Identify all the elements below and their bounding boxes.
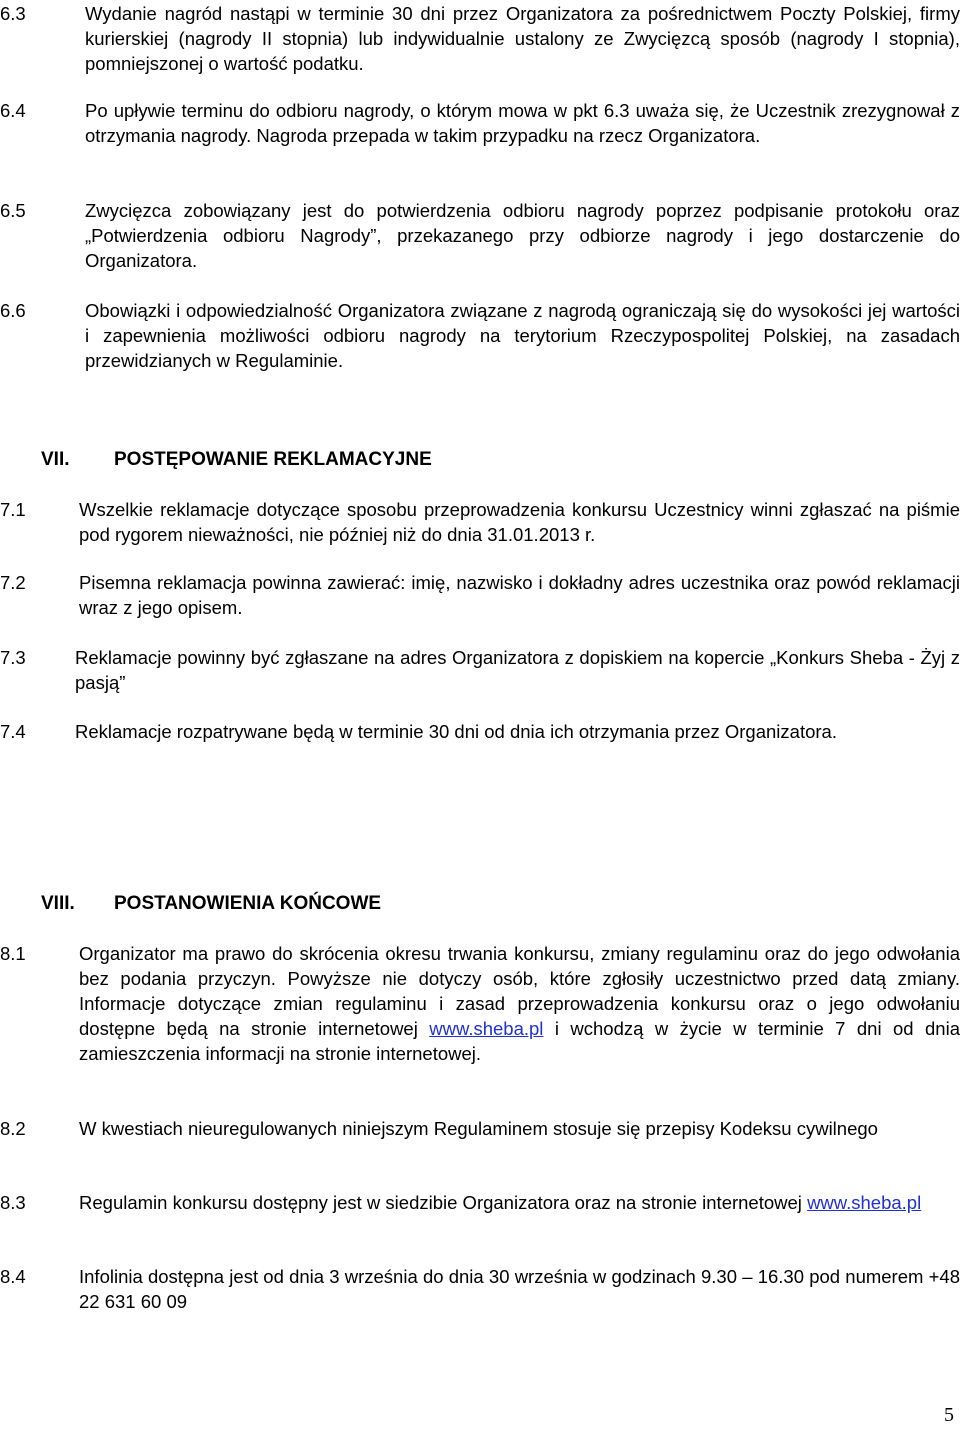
clause-text: W kwestiach nieuregulowanych niniejszym Regulaminem stosuje się przepisy Kodeksu cywilnego: [79, 1118, 878, 1139]
clause-text: Wszelkie reklamacje dotyczące sposobu przeprowadzenia konkursu Uczestnicy winni zgłaszać na piśmie pod rygorem nieważności, nie później niż do dnia 31.01.2013 r.: [79, 499, 960, 545]
clause-text: Reklamacje powinny być zgłaszane na adres Organizatora z dopiskiem na kopercie „Konkurs Sheba - Żyj z pasją”: [75, 647, 960, 693]
clause-number: 8.3: [0, 1192, 26, 1213]
section-title: POSTĘPOWANIE REKLAMACYJNE: [114, 449, 432, 470]
clause-text: Wydanie nagród nastąpi w terminie 30 dni przez Organizatora za pośrednictwem Poczty Polskiej, firmy kurierskiej (nagrody II stopnia) lub indywidualnie ustalony ze Zwycięzcą sposób (nagrody I stopnia), pomniejszonej o wartość podatku.: [85, 3, 960, 74]
clause-number: 8.1: [0, 943, 26, 964]
clause-number: 6.5: [0, 200, 26, 221]
clause-number: 7.1: [0, 499, 26, 520]
clause-text-after-link: i wchodzą w życie w terminie 7 dni od dnia zamieszczenia informacji na stronie internetowej.: [79, 1018, 960, 1064]
clause-text-before-link: Organizator ma prawo do skrócenia okresu trwania konkursu, zmiany regulaminu oraz do jego odwołania bez podania przyczyn. Powyższe nie dotyczy osób, które zgłosiły uczestnictwo przed datą zmiany. Informacje dotyczące zmian regulaminu i zasad przeprowadzenia konkursu oraz o jego odwołaniu dostępne będą na stronie internetowej: [79, 943, 960, 1039]
page-number: 5: [944, 1404, 954, 1426]
clause-number: 6.4: [0, 100, 26, 121]
clause-text: Po upływie terminu do odbioru nagrody, o którym mowa w pkt 6.3 uważa się, że Uczestnik zrezygnował z otrzymania nagrody. Nagroda przepada w takim przypadku na rzecz Organizatora.: [85, 100, 960, 146]
sheba-website-link[interactable]: www.sheba.pl: [807, 1192, 922, 1213]
clause-text: Zwycięzca zobowiązany jest do potwierdzenia odbioru nagrody poprzez podpisanie protokołu oraz „Potwierdzenia odbioru Nagrody”, przekazanego przy odbiorze nagrody i jego dostarczenie do Organizatora.: [85, 200, 960, 271]
clause-text: Pisemna reklamacja powinna zawierać: imię, nazwisko i dokładny adres uczestnika oraz powód reklamacji wraz z jego opisem.: [79, 572, 960, 618]
clause-number: 7.4: [0, 721, 26, 742]
clause-text: Obowiązki i odpowiedzialność Organizatora związane z nagrodą ograniczają się do wysokości jej wartości i zapewnienia możliwości odbioru nagrody na terytorium Rzeczypospolitej Polskiej, na zasadach przewidzianych w Regulaminie.: [85, 300, 960, 371]
clause-text: [79, 941, 960, 1066]
sheba-website-link[interactable]: www.sheba.pl: [429, 1018, 544, 1039]
clause-number: 8.4: [0, 1266, 26, 1287]
section-numeral: VII.: [41, 449, 70, 470]
clause-text: Reklamacje rozpatrywane będą w terminie 30 dni od dnia ich otrzymania przez Organizatora.: [75, 721, 837, 742]
clause-number: 7.2: [0, 572, 26, 593]
clause-number: 8.2: [0, 1118, 26, 1139]
clause-text: Infolinia dostępna jest od dnia 3 września do dnia 30 września w godzinach 9.30 – 16.30 pod numerem +48 22 631 60 09: [79, 1266, 960, 1312]
clause-number: 6.3: [0, 3, 26, 24]
section-title: POSTANOWIENIA KOŃCOWE: [114, 893, 382, 914]
clause-number: 6.6: [0, 300, 26, 321]
clause-text-before-link: Regulamin konkursu dostępny jest w siedzibie Organizatora oraz na stronie internetowej: [79, 1192, 808, 1213]
section-numeral: VIII.: [41, 893, 75, 914]
clause-number: 7.3: [0, 647, 26, 668]
clause-text: [79, 1190, 960, 1215]
